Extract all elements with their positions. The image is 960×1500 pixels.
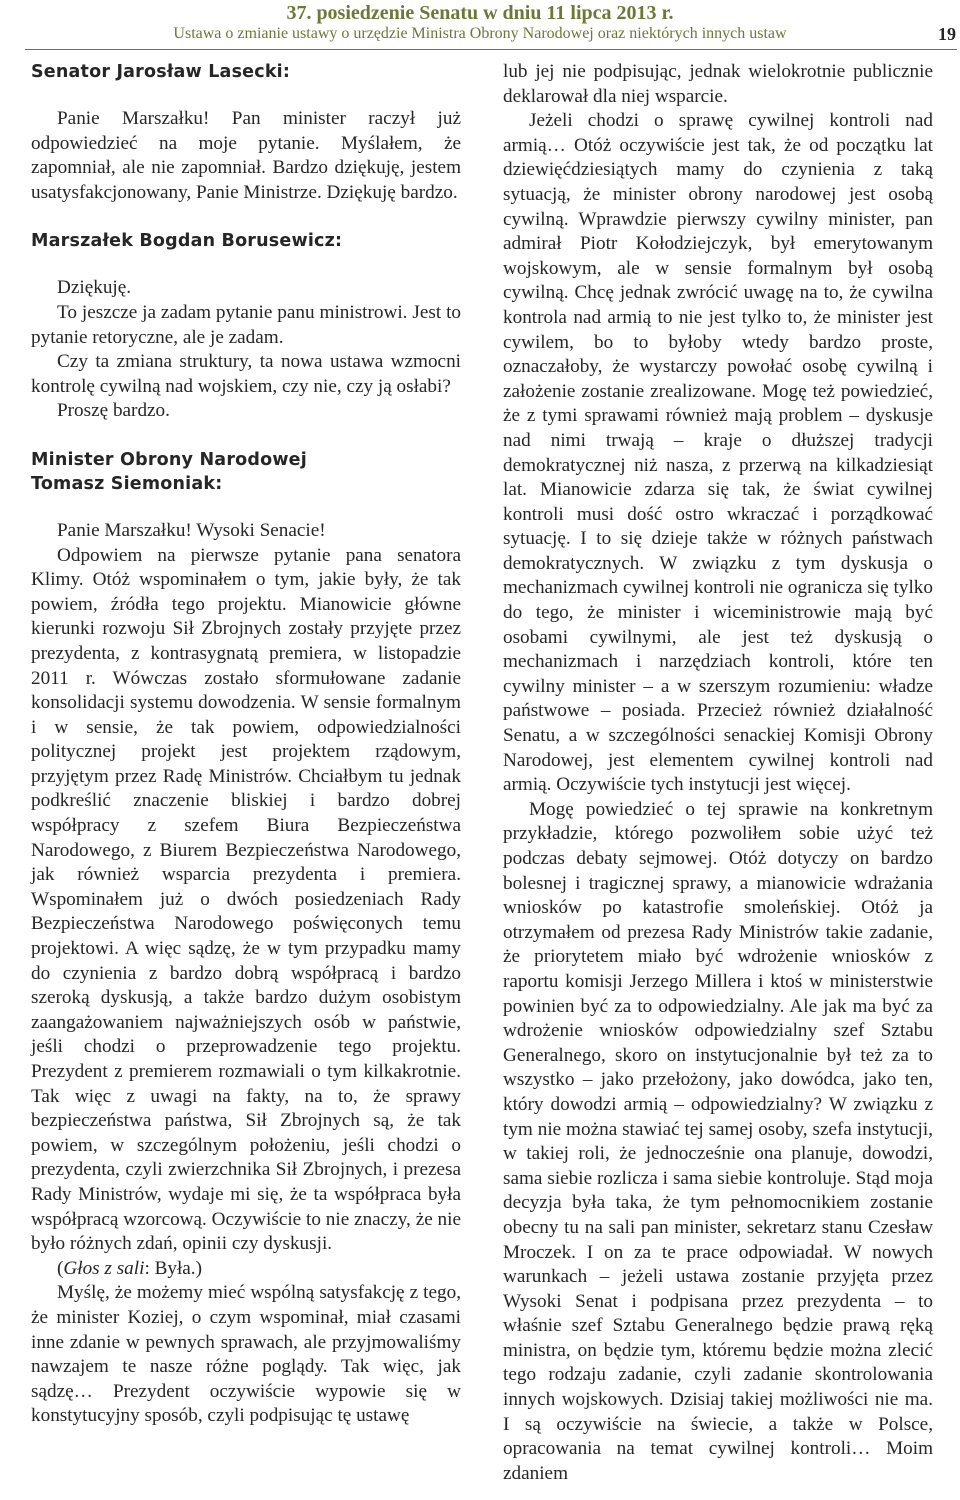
paragraph: Panie Marszałku! Pan minister raczył już odpowiedzieć na moje pytanie. Myślałem, że zapomniał, ale nie zapomniał. Bardzo dziękuję, jestem usatysfakcjonowany, Panie Ministrze. Dziękuję bardzo. bbox=[31, 108, 461, 203]
paragraph: To jeszcze ja zadam pytanie panu ministrowi. Jest to pytanie retoryczne, ale je zadam. bbox=[31, 301, 461, 348]
speaker-role: Minister Obrony Narodowej bbox=[31, 449, 307, 470]
paragraph: Proszę bardzo. bbox=[57, 400, 170, 422]
paragraph: Myślę, że możemy mieć wspólną satysfakcję z tego, że minister Koziej, o czym wspominał, miał czasami inne zdanie w pewnych sprawach, ale przyjmowaliśmy nawzajem te nasze różne poglądy. Tak więc, jak sądzę… Prezydent oczywiście wypowie się w konstytucyjny sposób, czyli podpisując tę ustawę bbox=[31, 1282, 461, 1427]
page-number: 19 bbox=[938, 24, 956, 44]
speaker-heading: Marszałek Bogdan Borusewicz: bbox=[31, 231, 343, 252]
right-column bbox=[503, 60, 933, 1486]
interjection-open: ( bbox=[57, 1257, 64, 1279]
header-rule bbox=[25, 49, 957, 50]
paragraph: Czy ta zmiana struktury, ta nowa ustawa wzmocni kontrolę cywilną nad wojskiem, czy nie, czy ją osłabi? bbox=[31, 351, 461, 397]
interjection-label: Głos z sali bbox=[63, 1257, 145, 1279]
paragraph: Dziękuję. bbox=[57, 277, 132, 299]
speaker-heading: Senator Jarosław Lasecki: bbox=[31, 62, 291, 82]
paragraph: Panie Marszałku! Wysoki Senacie! bbox=[57, 519, 326, 541]
page-header bbox=[0, 0, 960, 50]
bill-title: Ustawa o zmianie ustawy o urzędzie Ministra Obrony Narodowej oraz niektórych innych ustaw bbox=[173, 25, 787, 42]
session-title: 37. posiedzenie Senatu w dniu 11 lipca 2013 r. bbox=[286, 2, 674, 24]
paragraph: lub jej nie podpisując, jednak wielokrotnie publicznie deklarował dla niej wsparcie. bbox=[503, 61, 933, 107]
interjection bbox=[31, 1257, 461, 1282]
interjection-text: : Była.) bbox=[144, 1257, 202, 1279]
paragraph: Jeżeli chodzi o sprawę cywilnej kontroli nad armią… Otóż oczywiście jest tak, że od początku lat dziewięćdziesiątych mamy do czynienia z taką sytuacją, że minister obrony narodowej jest osobą cywilną. Wprawdzie pierwszy cywilny minister, pan admirał Piotr Kołodziejczyk, był emerytowanym wojskowym, ale w sensie formalnym był osobą cywilną. Chcę jednak zwrócić uwagę na to, że cywilna kontrola nad armią to nie jest tylko to, że minister jest cywilem, bo to byłoby wtedy bardzo proste, oznaczałoby, że wystarczy powołać osobę cywilną i założenie zostanie zrealizowane. Mogę też powiedzieć, że z tymi sprawami również mają problem – dyskusje nad nimi trwają – kraje o dłuższej tradycji demokratycznej niż nasza, z przerwą na kilkadziesiąt lat. Mianowicie zdarza się tak, że świat cywilnej kontroli musi dość ostro wkraczać i porządkować sytuację. I to się dzieje także w różnych państwach demokratycznych. W związku z tym dyskusja o mechanizmach cywilnej kontroli nie ogranicza się tylko do tego, że minister i wiceministrowie mają być osobami cywilnymi, ale jest też dyskusją o mechanizmach i narzędziach kontroli, które ten cywilny minister – a w szerszym rozumieniu: władze państwowe – posiada. Przecież również działalność Senatu, a w szczególności senackiej Komisji Obrony Narodowej, jest elementem cywilnej kontroli nad armią. Oczywiście tych instytucji jest więcej. bbox=[503, 110, 933, 796]
left-column bbox=[31, 60, 461, 1429]
paragraph: Odpowiem na pierwsze pytanie pana senatora Klimy. Otóż wspominałem o tym, jakie były, że tak powiem, źródła tego projektu. Mianowicie główne kierunki rozwoju Sił Zbrojnych zostały przyjęte przez prezydenta, z kontrasygnatą premiera, w listopadzie 2011 r. Wówczas zostało sformułowane zadanie konsolidacji systemu dowodzenia. W sensie formalnym i w sensie, że tak powiem, odpowiedzialności politycznej projekt jest projektem rządowym, przyjętym przez Radę Ministrów. Chciałbym tu jednak podkreślić znaczenie bliskiej i bardzo dobrej współpracy z szefem Biura Bezpieczeństwa Narodowego, z Biurem Bezpieczeństwa Narodowego, jak również wsparcia prezydenta i premiera. Wspominałem już o dwóch posiedzeniach Rady Bezpieczeństwa Narodowego poświęconych temu projektowi. A więc sądzę, że w tym przypadku mamy do czynienia z bardzo dobrą współpracą i bardzo szeroką dyskusją, a także bardzo dużym osobistym zaangażowaniem najważniejszych osób w państwie, jeśli chodzi o przeprowadzenie tego projektu. Prezydent z premierem rozmawiali o tym kilkakrotnie. Tak więc z uwagi na fakty, na to, że sprawy bezpieczeństwa państwa, Sił Zbrojnych są, że tak powiem, w szczególnym położeniu, jeśli chodzi o prezydenta, czyli zwierzchnika Sił Zbrojnych, i prezesa Rady Ministrów, wydaje mi się, że ta współpraca była współpracą wzorcową. Oczywiście to nie znaczy, że nie było różnych zdań, opinii czy dyskusji. bbox=[31, 544, 461, 1255]
speaker-heading bbox=[31, 448, 461, 496]
paragraph: Mogę powiedzieć o tej sprawie na konkretnym przykładzie, którego pozwoliłem sobie użyć też podczas debaty sejmowej. Otóż dotyczy on bardzo bolesnej i tragicznej sprawy, a mianowicie wdrażania wniosków po katastrofie smoleńskiej. Otóż ja otrzymałem od prezesa Rady Ministrów takie zadanie, że priorytetem miało być wdrożenie wniosków z raportu komisji Jerzego Millera i ktoś w ministerstwie powinien być za to odpowiedzialny. Ale jak ma być za wdrożenie wniosków odpowiedzialny szef Sztabu Generalnego, skoro on instytucjonalnie był też za to wszystko – jako przełożony, jako dowódca, jako ten, który dowodzi armią – odpowiedzialny? W związku z tym nie można stawiać tej samej osoby, szefa instytucji, w takiej roli, że jednocześnie ona planuje, dowodzi, sama siebie rozlicza i sama siebie kontroluje. Stąd moja decyzja była taka, że tym pełnomocnikiem zostanie obecny tu na sali pan minister, sekretarz stanu Czesław Mroczek. I on za te prace odpowiadał. W nowych warunkach – jeżeli ustawa zostanie przyjęta przez Wysoki Senat i podpisana przez prezydenta – to właśnie szef Sztabu Generalnego będzie prawą ręką ministra, on będzie tym, któremu będzie można zlecić tego rodzaju zadanie, czyli zadanie skontrolowania innych wojskowych. Dzisiaj takiej możliwości nie ma. I są oczywiście na świecie, a także w Polsce, opracowania na temat cywilnej kontroli… Moim zdaniem bbox=[503, 798, 933, 1484]
speaker-name: Tomasz Siemoniak: bbox=[31, 473, 223, 494]
